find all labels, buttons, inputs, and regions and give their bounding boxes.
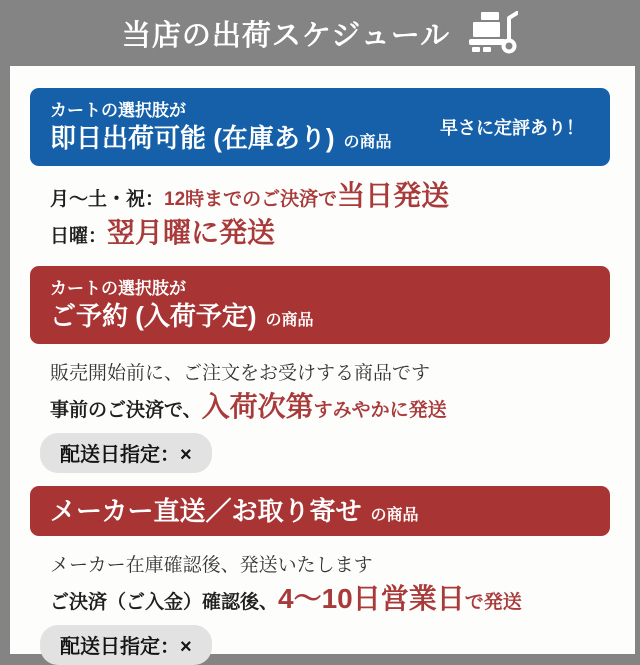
instock-weekday-condition: 12時までのご決済で [164, 189, 338, 210]
banner-preorder-headline: ご予約 (入荷予定) [50, 301, 257, 331]
page-title: 当店の出荷スケジュール [121, 19, 451, 52]
preorder-condition-label: 事前のご決済で、 [50, 400, 202, 421]
direct-result-tail: で発送 [464, 592, 522, 613]
banner-direct [30, 486, 610, 536]
direct-condition-label: ご決済（ご入金）確認後、 [50, 592, 279, 613]
banner-direct-suffix: の商品 [370, 507, 419, 524]
instock-sunday-row [50, 216, 635, 253]
preorder-delivery-date-badge: 配送日指定：× [40, 433, 212, 473]
banner-preorder-suffix: の商品 [265, 312, 314, 329]
instock-weekday-result: 当日発送 [337, 180, 450, 211]
preorder-shipping-row [50, 390, 635, 427]
preorder-description: 販売開始前に、ご注文をお受けする商品です [50, 363, 431, 384]
banner-preorder-line1: カートの選択肢が [50, 279, 186, 298]
banner-preorder-text [50, 278, 314, 332]
banner-direct-headline: メーカー直送／お取り寄せ [50, 496, 362, 526]
instock-sunday-label: 日曜： [50, 226, 108, 247]
direct-result-big: 4〜10日営業日 [278, 583, 465, 614]
direct-delivery-date-badge: 配送日指定：× [40, 625, 212, 665]
banner-instock-suffix: の商品 [343, 134, 392, 151]
preorder-result-tail: すみやかに発送 [313, 400, 447, 421]
banner-instock-line1: カートの選択肢が [50, 101, 186, 120]
page-header [0, 0, 640, 66]
direct-shipping-row [50, 582, 635, 619]
preorder-details [50, 357, 635, 427]
preorder-result-big: 入荷次第 [201, 391, 314, 422]
instock-sunday-result: 翌月曜に発送 [107, 217, 276, 248]
direct-description: メーカー在庫確認後、発送いたします [50, 555, 373, 576]
banner-instock [30, 88, 610, 166]
instock-weekday-label: 月〜土・祝： [50, 189, 165, 210]
banner-preorder [30, 266, 610, 344]
banner-instock-headline: 即日出荷可能 (在庫あり) [50, 123, 335, 153]
hand-truck-icon [468, 11, 518, 55]
instock-details [50, 179, 635, 253]
banner-instock-side-note: 早さに定評あり！ [440, 118, 584, 138]
instock-weekday-row [50, 179, 635, 216]
banner-instock-text [50, 100, 392, 154]
schedule-card [10, 66, 635, 658]
direct-details [50, 549, 635, 619]
